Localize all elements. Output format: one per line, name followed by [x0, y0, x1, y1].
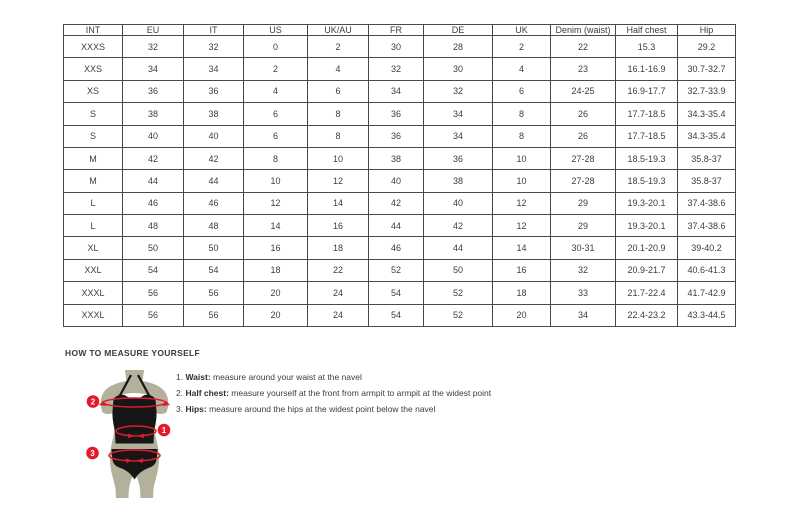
table-cell: 50	[424, 259, 493, 281]
table-cell: 19.3-20.1	[616, 192, 678, 214]
instruction-item	[176, 404, 491, 414]
table-cell: 18	[244, 259, 308, 281]
table-cell: 8	[308, 125, 369, 147]
instructions-list	[176, 372, 491, 420]
table-cell: 22	[308, 259, 369, 281]
table-row	[64, 215, 736, 237]
table-row	[64, 192, 736, 214]
table-cell: 2	[308, 36, 369, 58]
table-cell: 36	[369, 103, 424, 125]
table-cell: 24	[308, 304, 369, 327]
table-cell: L	[64, 192, 123, 214]
table-row	[64, 304, 736, 327]
table-cell: XXS	[64, 58, 123, 80]
table-cell: 29	[551, 192, 616, 214]
table-cell: 8	[493, 125, 551, 147]
table-cell: 34.3-35.4	[678, 125, 736, 147]
table-cell: 40	[424, 192, 493, 214]
table-cell: 44	[123, 170, 184, 192]
table-cell: 8	[308, 103, 369, 125]
table-cell: 52	[369, 259, 424, 281]
table-cell: 20.1-20.9	[616, 237, 678, 259]
instruction-text: measure around your waist at the navel	[210, 372, 362, 382]
chest-badge-number: 2	[90, 397, 96, 407]
table-cell: 56	[123, 282, 184, 304]
table-cell: 38	[184, 103, 244, 125]
table-cell: 42	[369, 192, 424, 214]
instruction-number: 1.	[176, 372, 184, 382]
table-cell: 46	[369, 237, 424, 259]
measure-section-title: HOW TO MEASURE YOURSELF	[65, 348, 201, 358]
table-cell: 20	[493, 304, 551, 327]
table-row	[64, 282, 736, 304]
table-cell: 23	[551, 58, 616, 80]
table-cell: 56	[184, 304, 244, 327]
table-cell: L	[64, 215, 123, 237]
table-cell: 6	[244, 125, 308, 147]
table-cell: 6	[244, 103, 308, 125]
table-cell: 16.9-17.7	[616, 80, 678, 102]
table-cell: 44	[424, 237, 493, 259]
table-cell: 27-28	[551, 147, 616, 169]
table-cell: 16	[308, 215, 369, 237]
table-cell: 12	[493, 215, 551, 237]
table-cell: 32	[184, 36, 244, 58]
table-cell: 6	[308, 80, 369, 102]
table-cell: 22.4-23.2	[616, 304, 678, 327]
table-cell: 33	[551, 282, 616, 304]
table-cell: 54	[123, 259, 184, 281]
table-cell: 40.6-41.3	[678, 259, 736, 281]
table-cell: 26	[551, 103, 616, 125]
table-cell: 36	[369, 125, 424, 147]
table-cell: M	[64, 147, 123, 169]
table-cell: 38	[123, 103, 184, 125]
instruction-text: measure yourself at the front from armpit to armpit at the widest point	[228, 388, 492, 398]
table-cell: 39-40.2	[678, 237, 736, 259]
table-cell: 8	[493, 103, 551, 125]
column-header: Half chest	[616, 25, 678, 36]
table-cell: M	[64, 170, 123, 192]
table-cell: 44	[369, 215, 424, 237]
table-cell: 21.7-22.4	[616, 282, 678, 304]
table-cell: 43.3-44.5	[678, 304, 736, 327]
table-cell: 36	[123, 80, 184, 102]
instruction-item	[176, 388, 491, 398]
table-cell: 52	[424, 304, 493, 327]
table-cell: 14	[244, 215, 308, 237]
table-cell: 48	[184, 215, 244, 237]
table-cell: S	[64, 103, 123, 125]
table-cell: 42	[424, 215, 493, 237]
column-header: IT	[184, 25, 244, 36]
table-cell: 37.4-38.6	[678, 215, 736, 237]
table-cell: 2	[244, 58, 308, 80]
table-cell: 38	[369, 147, 424, 169]
header-row	[64, 25, 736, 36]
table-cell: 35.8-37	[678, 170, 736, 192]
table-cell: 36	[184, 80, 244, 102]
column-header: US	[244, 25, 308, 36]
table-cell: 38	[424, 170, 493, 192]
table-cell: 32.7-33.9	[678, 80, 736, 102]
column-header: Denim (waist)	[551, 25, 616, 36]
table-row	[64, 80, 736, 102]
table-cell: 29.2	[678, 36, 736, 58]
table-cell: 34	[369, 80, 424, 102]
table-cell: XS	[64, 80, 123, 102]
table-cell: 30.7-32.7	[678, 58, 736, 80]
table-cell: 32	[123, 36, 184, 58]
table-cell: 29	[551, 215, 616, 237]
table-cell: 34	[551, 304, 616, 327]
table-cell: 4	[493, 58, 551, 80]
instruction-text: measure around the hips at the widest point below the navel	[206, 404, 436, 414]
table-cell: 30	[424, 58, 493, 80]
table-cell: 4	[308, 58, 369, 80]
column-header: UK/AU	[308, 25, 369, 36]
table-cell: 16	[244, 237, 308, 259]
table-cell: 24-25	[551, 80, 616, 102]
table-cell: 20.9-21.7	[616, 259, 678, 281]
table-cell: 20	[244, 304, 308, 327]
table-cell: 19.3-20.1	[616, 215, 678, 237]
column-header: UK	[493, 25, 551, 36]
table-cell: XXXL	[64, 304, 123, 327]
table-cell: 40	[184, 125, 244, 147]
table-cell: 40	[123, 125, 184, 147]
table-cell: 32	[424, 80, 493, 102]
table-cell: 34	[424, 103, 493, 125]
table-cell: 16	[493, 259, 551, 281]
table-cell: 10	[493, 147, 551, 169]
table-cell: 56	[184, 282, 244, 304]
column-header: INT	[64, 25, 123, 36]
table-cell: 32	[369, 58, 424, 80]
table-cell: 46	[123, 192, 184, 214]
table-cell: 12	[244, 192, 308, 214]
table-cell: 30-31	[551, 237, 616, 259]
table-cell: 34	[184, 58, 244, 80]
instruction-label: Waist:	[185, 372, 211, 382]
column-header: EU	[123, 25, 184, 36]
waist-badge-number: 1	[161, 425, 167, 435]
table-cell: 4	[244, 80, 308, 102]
table-cell: 34.3-35.4	[678, 103, 736, 125]
table-cell: 56	[123, 304, 184, 327]
table-cell: 54	[369, 282, 424, 304]
table-cell: 18.5-19.3	[616, 170, 678, 192]
table-cell: 41.7-42.9	[678, 282, 736, 304]
table-cell: XXXL	[64, 282, 123, 304]
table-cell: 17.7-18.5	[616, 103, 678, 125]
size-chart-table	[63, 24, 736, 327]
table-cell: 14	[493, 237, 551, 259]
table-cell: 32	[551, 259, 616, 281]
table-cell: 12	[308, 170, 369, 192]
instruction-item	[176, 372, 491, 382]
column-header: FR	[369, 25, 424, 36]
table-cell: 12	[493, 192, 551, 214]
table-cell: 35.8-37	[678, 147, 736, 169]
column-header: Hip	[678, 25, 736, 36]
table-cell: XXL	[64, 259, 123, 281]
table-row	[64, 259, 736, 281]
instruction-label: Hips:	[185, 404, 207, 414]
table-cell: 46	[184, 192, 244, 214]
table-row	[64, 237, 736, 259]
table-row	[64, 36, 736, 58]
table-cell: 17.7-18.5	[616, 125, 678, 147]
table-cell: 28	[424, 36, 493, 58]
table-cell: S	[64, 125, 123, 147]
table-cell: 2	[493, 36, 551, 58]
table-cell: 42	[123, 147, 184, 169]
table-cell: 10	[308, 147, 369, 169]
table-cell: 18.5-19.3	[616, 147, 678, 169]
table-cell: 37.4-38.6	[678, 192, 736, 214]
instruction-label: Half chest:	[185, 388, 229, 398]
table-cell: 16.1-16.9	[616, 58, 678, 80]
table-body	[64, 36, 736, 327]
table-cell: 18	[308, 237, 369, 259]
table-cell: 14	[308, 192, 369, 214]
table-cell: 34	[424, 125, 493, 147]
table-cell: 27-28	[551, 170, 616, 192]
table-cell: 15.3	[616, 36, 678, 58]
table-cell: 44	[184, 170, 244, 192]
table-cell: 20	[244, 282, 308, 304]
table-cell: 52	[424, 282, 493, 304]
table-row	[64, 103, 736, 125]
table-cell: 42	[184, 147, 244, 169]
table-cell: 18	[493, 282, 551, 304]
hips-badge-number: 3	[90, 448, 95, 458]
table-cell: 34	[123, 58, 184, 80]
table-cell: 48	[123, 215, 184, 237]
table-cell: 6	[493, 80, 551, 102]
table-cell: XL	[64, 237, 123, 259]
table-cell: 22	[551, 36, 616, 58]
table-row	[64, 58, 736, 80]
table-cell: 50	[123, 237, 184, 259]
table-row	[64, 170, 736, 192]
table-cell: 54	[369, 304, 424, 327]
table-cell: 36	[424, 147, 493, 169]
table-cell: 54	[184, 259, 244, 281]
instruction-number: 2.	[176, 388, 184, 398]
table-cell: 10	[493, 170, 551, 192]
table-cell: XXXS	[64, 36, 123, 58]
table-row	[64, 125, 736, 147]
table-cell: 8	[244, 147, 308, 169]
table-cell: 30	[369, 36, 424, 58]
table-cell: 40	[369, 170, 424, 192]
table-cell: 24	[308, 282, 369, 304]
table-row	[64, 147, 736, 169]
instruction-number: 3.	[176, 404, 184, 414]
column-header: DE	[424, 25, 493, 36]
table-cell: 26	[551, 125, 616, 147]
table-cell: 10	[244, 170, 308, 192]
table-cell: 50	[184, 237, 244, 259]
table-header	[64, 25, 736, 36]
table-cell: 0	[244, 36, 308, 58]
